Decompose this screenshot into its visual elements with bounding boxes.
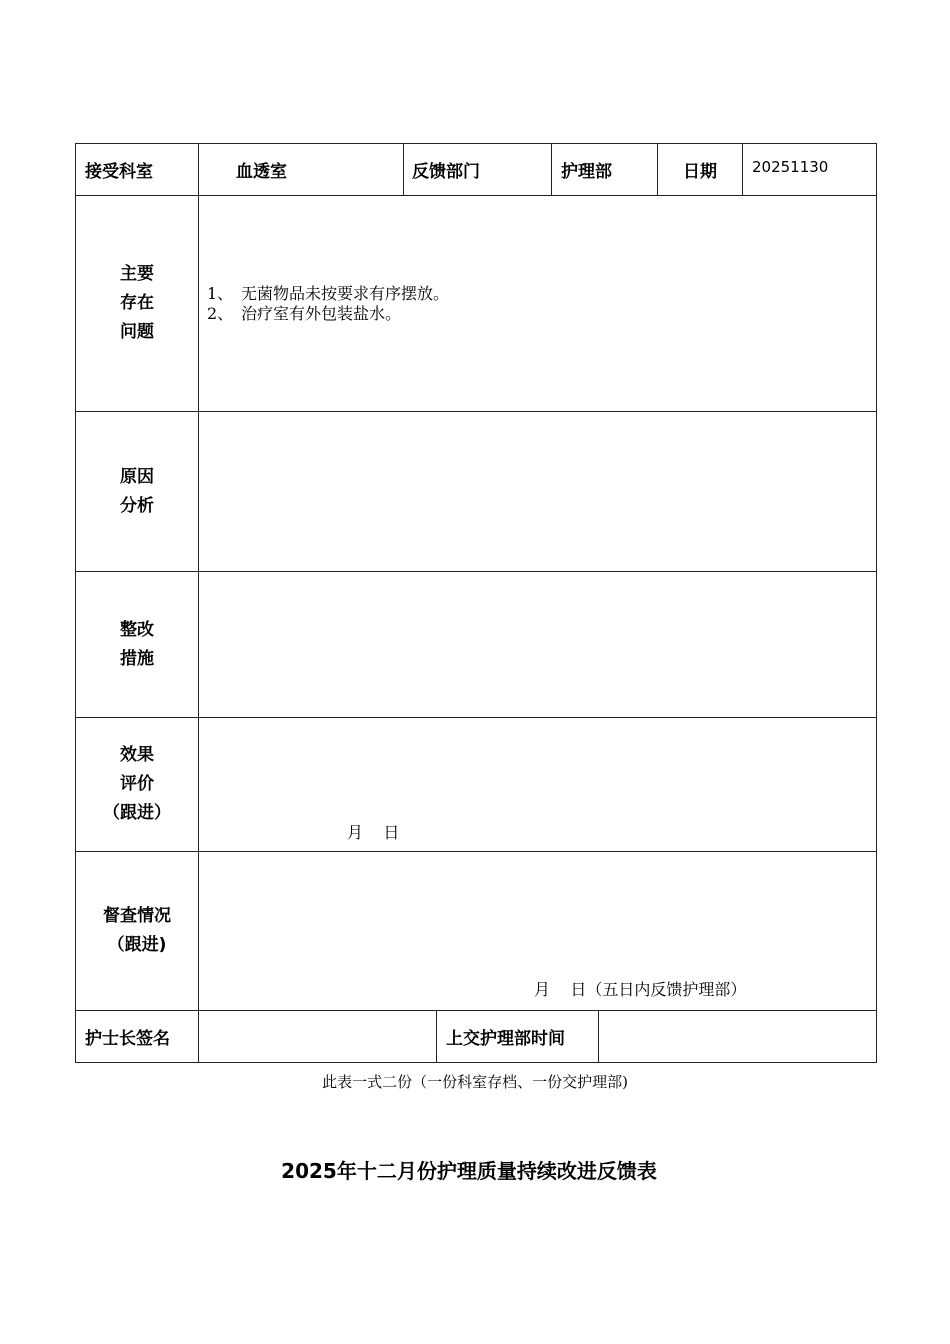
feedback-form-table (75, 143, 877, 1063)
problems-label-line: 存在 (120, 293, 154, 313)
cause-label (76, 412, 199, 572)
evaluation-content (199, 718, 877, 852)
problem-number: 1、 (207, 284, 234, 303)
head-nurse-label: 护士长签名 (76, 1011, 199, 1063)
feedback-dept-label: 反馈部门 (404, 144, 552, 196)
receive-dept-value: 血透室 (199, 144, 404, 196)
measures-label-line: 措施 (120, 648, 154, 669)
measures-row (76, 572, 877, 718)
list-item (207, 284, 876, 304)
submit-time-label: 上交护理部时间 (437, 1011, 599, 1063)
cause-content (199, 412, 877, 572)
evaluation-label (76, 718, 199, 852)
problems-label (76, 196, 199, 412)
problem-number: 2、 (207, 304, 234, 323)
date-label: 日期 (658, 144, 743, 196)
problem-list (199, 284, 876, 324)
problems-content (199, 196, 877, 412)
measures-label-line: 整改 (120, 619, 154, 640)
head-nurse-signature-field[interactable] (199, 1011, 437, 1063)
problems-label-line: 主要 (120, 264, 154, 284)
list-item (207, 304, 876, 324)
supervision-label (76, 852, 199, 1011)
receive-dept-label: 接受科室 (76, 144, 199, 196)
feedback-dept-value: 护理部 (552, 144, 658, 196)
problem-text: 无菌物品未按要求有序摆放。 (241, 284, 450, 303)
cause-label-line: 分析 (120, 495, 154, 516)
evaluation-date: 月 日 (347, 823, 400, 842)
date-value: 20251130 (743, 144, 877, 196)
submit-time-field[interactable] (599, 1011, 877, 1063)
cause-label-line: 原因 (120, 466, 154, 487)
header-row (76, 144, 877, 196)
measures-label (76, 572, 199, 718)
problems-label-line: 问题 (120, 322, 154, 342)
measures-content (199, 572, 877, 718)
evaluation-label-line: （跟进） (103, 803, 171, 823)
form-title: 2025年十二月份护理质量持续改进反馈表 (281, 1159, 657, 1183)
evaluation-label-line: 效果 (120, 745, 154, 765)
signature-row (76, 1011, 877, 1063)
supervision-row (76, 852, 877, 1011)
supervision-content (199, 852, 877, 1011)
evaluation-label-line: 评价 (120, 774, 154, 794)
supervision-label-line: 督查情况 (103, 906, 171, 926)
evaluation-row (76, 718, 877, 852)
supervision-date: 月 日（五日内反馈护理部） (534, 980, 747, 999)
problem-text: 治疗室有外包装盐水。 (241, 304, 402, 323)
form-note: 此表一式二份（一份科室存档、一份交护理部) (322, 1073, 628, 1091)
cause-row (76, 412, 877, 572)
supervision-label-line: （跟进) (107, 935, 167, 955)
problems-row (76, 196, 877, 412)
